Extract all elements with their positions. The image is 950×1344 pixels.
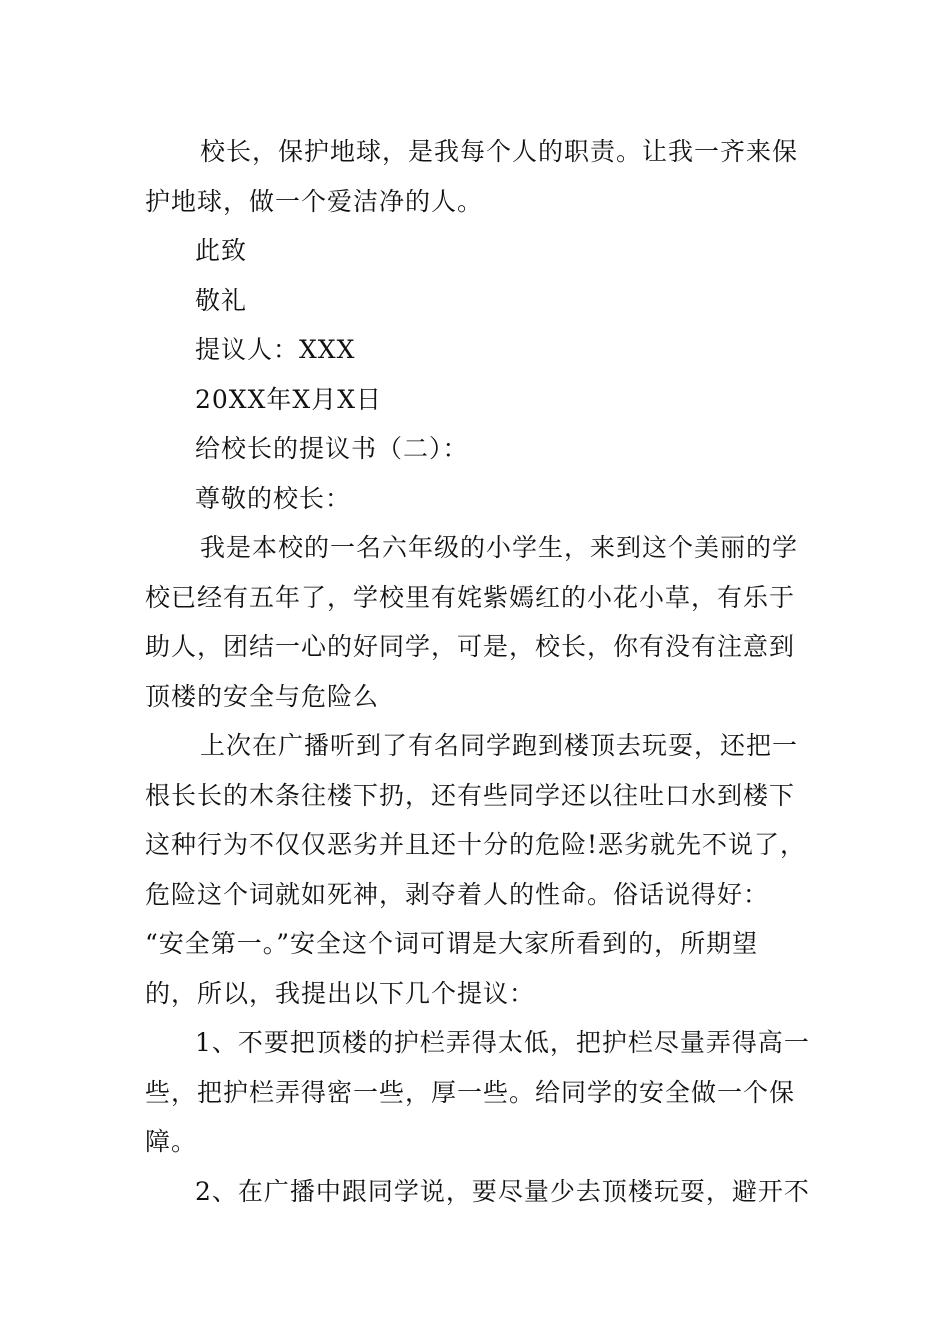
paragraph-line: 这种行为不仅仅恶劣并且还十分的危险!恶劣就先不说了， [145, 830, 807, 859]
section-title: 给校长的提议书（二）： [195, 434, 469, 463]
paragraph-line: 的，所以，我提出以下几个提议： [145, 978, 536, 1008]
paragraph-line: 校已经有五年了，学校里有姹紫嫣红的小花小草，有乐于 [145, 582, 796, 612]
closing-line: 此致 [195, 236, 248, 265]
list-item-line: 2、在广播中跟同学说，要尽量少去顶楼玩耍，避开不 [195, 1176, 810, 1206]
paragraph-line: 上次在广播听到了有名同学跑到楼顶去玩耍，还把一 [200, 731, 799, 760]
signature-line: 提议人：XXX [195, 335, 356, 364]
list-item-line: 些，把护栏弄得密一些，厚一些。给同学的安全做一个保 [145, 1077, 796, 1107]
paragraph-line: 危险这个词就如死神，剥夺着人的性命。俗话说得好： [145, 879, 770, 909]
paragraph-line: 助人，团结一心的好同学，可是，校长，你有没有注意到 [145, 632, 796, 661]
salutation-line: 尊敬的校长： [195, 483, 352, 513]
paragraph-line: 根长长的木条往楼下扔，还有些同学还以往吐口水到楼下 [145, 780, 796, 810]
date-line: 20XX年X月X日 [195, 384, 383, 414]
paragraph-line: 校长，保护地球，是我每个人的职责。让我一齐来保 [200, 137, 799, 166]
letter-body [145, 127, 810, 1216]
paragraph-line: 护地球，做一个爱洁净的人。 [145, 186, 484, 216]
list-item-line: 1、不要把顶楼的护栏弄得太低，把护栏尽量弄得高一 [195, 1028, 810, 1057]
closing-line: 敬礼 [195, 285, 248, 315]
paragraph-line: 我是本校的一名六年级的小学生，来到这个美丽的学 [200, 533, 799, 562]
paragraph-line: “安全第一。”安全这个词可谓是大家所看到的，所期望 [145, 929, 759, 958]
paragraph-line: 顶楼的安全与危险么 [145, 681, 380, 711]
list-item-line: 障。 [145, 1127, 198, 1156]
